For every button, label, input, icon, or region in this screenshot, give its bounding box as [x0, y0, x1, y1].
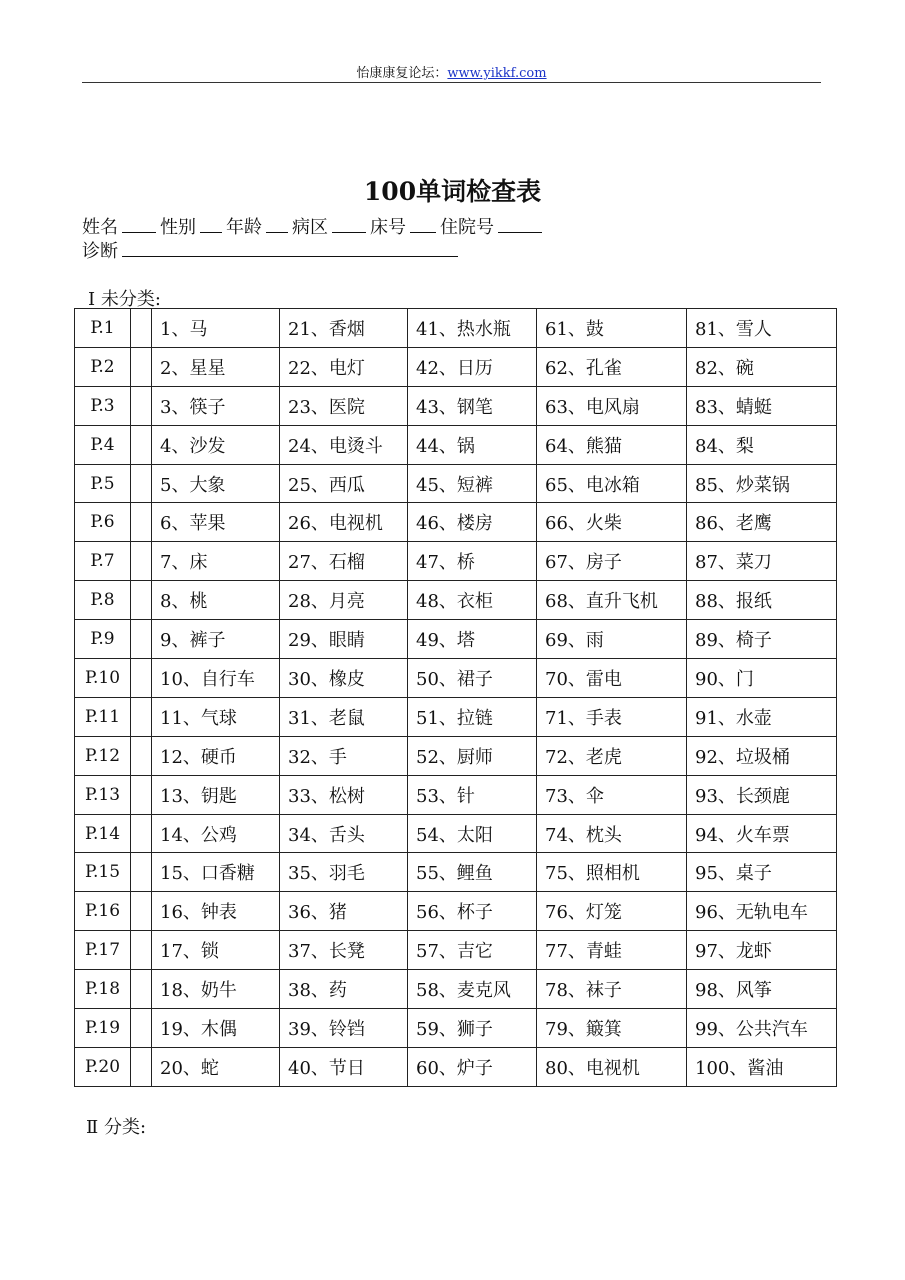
word-cell: 36、猪	[280, 892, 408, 931]
word-cell: 79、簸箕	[537, 1009, 687, 1048]
word-cell: 90、门	[687, 659, 837, 698]
page-number-cell: P.11	[75, 697, 131, 736]
page-number-cell: P.7	[75, 542, 131, 581]
bed-label: 床号	[370, 217, 406, 238]
sex-field[interactable]	[200, 217, 222, 233]
word-cell: 95、桌子	[687, 853, 837, 892]
page-number-cell: P.13	[75, 775, 131, 814]
word-cell: 100、酱油	[687, 1047, 837, 1086]
page-number-cell: P.2	[75, 347, 131, 386]
word-cell: 67、房子	[537, 542, 687, 581]
section-unclassified-label: Ⅰ 未分类:	[88, 289, 161, 310]
sex-label: 性别	[160, 217, 196, 238]
check-mark-cell[interactable]	[131, 503, 152, 542]
page-number-cell: P.18	[75, 970, 131, 1009]
word-cell: 19、木偶	[152, 1009, 280, 1048]
name-field[interactable]	[122, 217, 156, 233]
word-cell: 5、大象	[152, 464, 280, 503]
word-cell: 71、手表	[537, 697, 687, 736]
table-row	[75, 503, 837, 542]
word-cell: 61、鼓	[537, 309, 687, 348]
word-cell: 93、长颈鹿	[687, 775, 837, 814]
word-cell: 88、报纸	[687, 581, 837, 620]
table-row	[75, 853, 837, 892]
word-cell: 54、太阳	[408, 814, 537, 853]
page-number-cell: P.12	[75, 736, 131, 775]
page-number-cell: P.14	[75, 814, 131, 853]
word-cell: 34、舌头	[280, 814, 408, 853]
word-cell: 7、床	[152, 542, 280, 581]
word-cell: 21、香烟	[280, 309, 408, 348]
table-row	[75, 581, 837, 620]
word-cell: 14、公鸡	[152, 814, 280, 853]
word-cell: 44、锅	[408, 425, 537, 464]
word-cell: 13、钥匙	[152, 775, 280, 814]
word-cell: 27、石榴	[280, 542, 408, 581]
patient-info-row	[82, 213, 546, 239]
header-site-prefix: 怡康康复论坛：	[356, 66, 448, 81]
word-cell: 17、锁	[152, 931, 280, 970]
check-mark-cell[interactable]	[131, 659, 152, 698]
word-cell: 12、硬币	[152, 736, 280, 775]
word-cell: 69、雨	[537, 620, 687, 659]
page-number-cell: P.3	[75, 386, 131, 425]
page-number-cell: P.6	[75, 503, 131, 542]
word-cell: 84、梨	[687, 425, 837, 464]
word-cell: 39、铃铛	[280, 1009, 408, 1048]
admission-field[interactable]	[498, 217, 542, 233]
site-link[interactable]: www.yikkf.com	[447, 66, 547, 81]
word-cell: 89、椅子	[687, 620, 837, 659]
word-cell: 65、电冰箱	[537, 464, 687, 503]
page-number-cell: P.19	[75, 1009, 131, 1048]
check-mark-cell[interactable]	[131, 620, 152, 659]
section-classified-label: Ⅱ 分类:	[86, 1117, 147, 1138]
page-header	[82, 62, 821, 83]
check-mark-cell[interactable]	[131, 892, 152, 931]
word-cell: 20、蛇	[152, 1047, 280, 1086]
table-row	[75, 1047, 837, 1086]
word-cell: 25、西瓜	[280, 464, 408, 503]
word-cell: 26、电视机	[280, 503, 408, 542]
word-cell: 77、青蛙	[537, 931, 687, 970]
word-cell: 15、口香糖	[152, 853, 280, 892]
word-cell: 6、苹果	[152, 503, 280, 542]
table-row	[75, 775, 837, 814]
word-cell: 60、炉子	[408, 1047, 537, 1086]
word-cell: 8、桃	[152, 581, 280, 620]
page-number-cell: P.8	[75, 581, 131, 620]
word-cell: 76、灯笼	[537, 892, 687, 931]
word-cell: 33、松树	[280, 775, 408, 814]
age-field[interactable]	[266, 217, 288, 233]
word-cell: 35、羽毛	[280, 853, 408, 892]
name-label: 姓名	[82, 217, 118, 238]
check-mark-cell[interactable]	[131, 425, 152, 464]
check-mark-cell[interactable]	[131, 853, 152, 892]
page-number-cell: P.10	[75, 659, 131, 698]
table-row	[75, 425, 837, 464]
check-mark-cell[interactable]	[131, 542, 152, 581]
word-cell: 63、电风扇	[537, 386, 687, 425]
page-number-cell: P.5	[75, 464, 131, 503]
word-cell: 56、杯子	[408, 892, 537, 931]
word-cell: 45、短裤	[408, 464, 537, 503]
table-row	[75, 892, 837, 931]
word-cell: 73、伞	[537, 775, 687, 814]
page-number-cell: P.16	[75, 892, 131, 931]
word-cell: 2、星星	[152, 347, 280, 386]
diagnosis-row	[82, 237, 462, 263]
word-cell: 48、衣柜	[408, 581, 537, 620]
word-cell: 24、电烫斗	[280, 425, 408, 464]
word-cell: 55、鲤鱼	[408, 853, 537, 892]
word-cell: 62、孔雀	[537, 347, 687, 386]
ward-field[interactable]	[332, 217, 366, 233]
word-cell: 64、熊猫	[537, 425, 687, 464]
word-cell: 3、筷子	[152, 386, 280, 425]
word-cell: 59、狮子	[408, 1009, 537, 1048]
word-cell: 75、照相机	[537, 853, 687, 892]
word-cell: 22、电灯	[280, 347, 408, 386]
ward-label: 病区	[292, 217, 328, 238]
word-cell: 57、吉它	[408, 931, 537, 970]
page-number-cell: P.9	[75, 620, 131, 659]
word-cell: 43、钢笔	[408, 386, 537, 425]
word-cell: 78、袜子	[537, 970, 687, 1009]
word-cell: 16、钟表	[152, 892, 280, 931]
word-cell: 4、沙发	[152, 425, 280, 464]
word-cell: 68、直升飞机	[537, 581, 687, 620]
word-cell: 38、药	[280, 970, 408, 1009]
word-cell: 47、桥	[408, 542, 537, 581]
word-cell: 1、马	[152, 309, 280, 348]
table-row	[75, 542, 837, 581]
table-row	[75, 1009, 837, 1048]
word-cell: 86、老鹰	[687, 503, 837, 542]
word-cell: 46、楼房	[408, 503, 537, 542]
page-number-cell: P.20	[75, 1047, 131, 1086]
check-mark-cell[interactable]	[131, 309, 152, 348]
word-cell: 23、医院	[280, 386, 408, 425]
word-cell: 37、长凳	[280, 931, 408, 970]
word-cell: 9、裤子	[152, 620, 280, 659]
check-mark-cell[interactable]	[131, 464, 152, 503]
check-mark-cell[interactable]	[131, 736, 152, 775]
word-cell: 91、水壶	[687, 697, 837, 736]
check-mark-cell[interactable]	[131, 386, 152, 425]
word-checklist-table	[74, 308, 837, 1087]
word-cell: 87、菜刀	[687, 542, 837, 581]
word-cell: 92、垃圾桶	[687, 736, 837, 775]
word-cell: 49、塔	[408, 620, 537, 659]
check-mark-cell[interactable]	[131, 1047, 152, 1086]
word-cell: 82、碗	[687, 347, 837, 386]
word-cell: 72、老虎	[537, 736, 687, 775]
word-cell: 18、奶牛	[152, 970, 280, 1009]
word-cell: 83、蜻蜓	[687, 386, 837, 425]
check-mark-cell[interactable]	[131, 931, 152, 970]
table-row	[75, 931, 837, 970]
word-cell: 31、老鼠	[280, 697, 408, 736]
check-mark-cell[interactable]	[131, 1009, 152, 1048]
word-cell: 40、节日	[280, 1047, 408, 1086]
table-row	[75, 659, 837, 698]
diagnosis-field[interactable]	[122, 241, 458, 257]
word-cell: 41、热水瓶	[408, 309, 537, 348]
word-cell: 29、眼睛	[280, 620, 408, 659]
word-cell: 32、手	[280, 736, 408, 775]
word-cell: 51、拉链	[408, 697, 537, 736]
check-mark-cell[interactable]	[131, 970, 152, 1009]
word-cell: 70、雷电	[537, 659, 687, 698]
word-cell: 80、电视机	[537, 1047, 687, 1086]
word-cell: 53、针	[408, 775, 537, 814]
page-number-cell: P.4	[75, 425, 131, 464]
word-cell: 66、火柴	[537, 503, 687, 542]
word-cell: 96、无轨电车	[687, 892, 837, 931]
word-cell: 98、风筝	[687, 970, 837, 1009]
word-cell: 85、炒菜锅	[687, 464, 837, 503]
word-cell: 50、裙子	[408, 659, 537, 698]
page-number-cell: P.15	[75, 853, 131, 892]
word-cell: 11、气球	[152, 697, 280, 736]
check-mark-cell[interactable]	[131, 347, 152, 386]
page-number-cell: P.1	[75, 309, 131, 348]
age-label: 年龄	[226, 217, 262, 238]
word-cell: 81、雪人	[687, 309, 837, 348]
word-cell: 99、公共汽车	[687, 1009, 837, 1048]
page-title: 100单词检查表	[363, 177, 542, 206]
word-cell: 74、枕头	[537, 814, 687, 853]
table-row	[75, 464, 837, 503]
check-mark-cell[interactable]	[131, 814, 152, 853]
table-row	[75, 309, 837, 348]
table-row	[75, 736, 837, 775]
word-cell: 52、厨师	[408, 736, 537, 775]
word-cell: 42、日历	[408, 347, 537, 386]
check-mark-cell[interactable]	[131, 581, 152, 620]
bed-field[interactable]	[410, 217, 436, 233]
word-cell: 30、橡皮	[280, 659, 408, 698]
word-cell: 10、自行车	[152, 659, 280, 698]
word-cell: 58、麦克风	[408, 970, 537, 1009]
word-cell: 97、龙虾	[687, 931, 837, 970]
check-mark-cell[interactable]	[131, 697, 152, 736]
diagnosis-label: 诊断	[82, 241, 118, 262]
page-number-cell: P.17	[75, 931, 131, 970]
table-row	[75, 697, 837, 736]
table-row	[75, 620, 837, 659]
word-cell: 94、火车票	[687, 814, 837, 853]
word-cell: 28、月亮	[280, 581, 408, 620]
table-row	[75, 814, 837, 853]
table-row	[75, 970, 837, 1009]
admission-label: 住院号	[440, 217, 494, 238]
table-row	[75, 347, 837, 386]
check-mark-cell[interactable]	[131, 775, 152, 814]
table-row	[75, 386, 837, 425]
